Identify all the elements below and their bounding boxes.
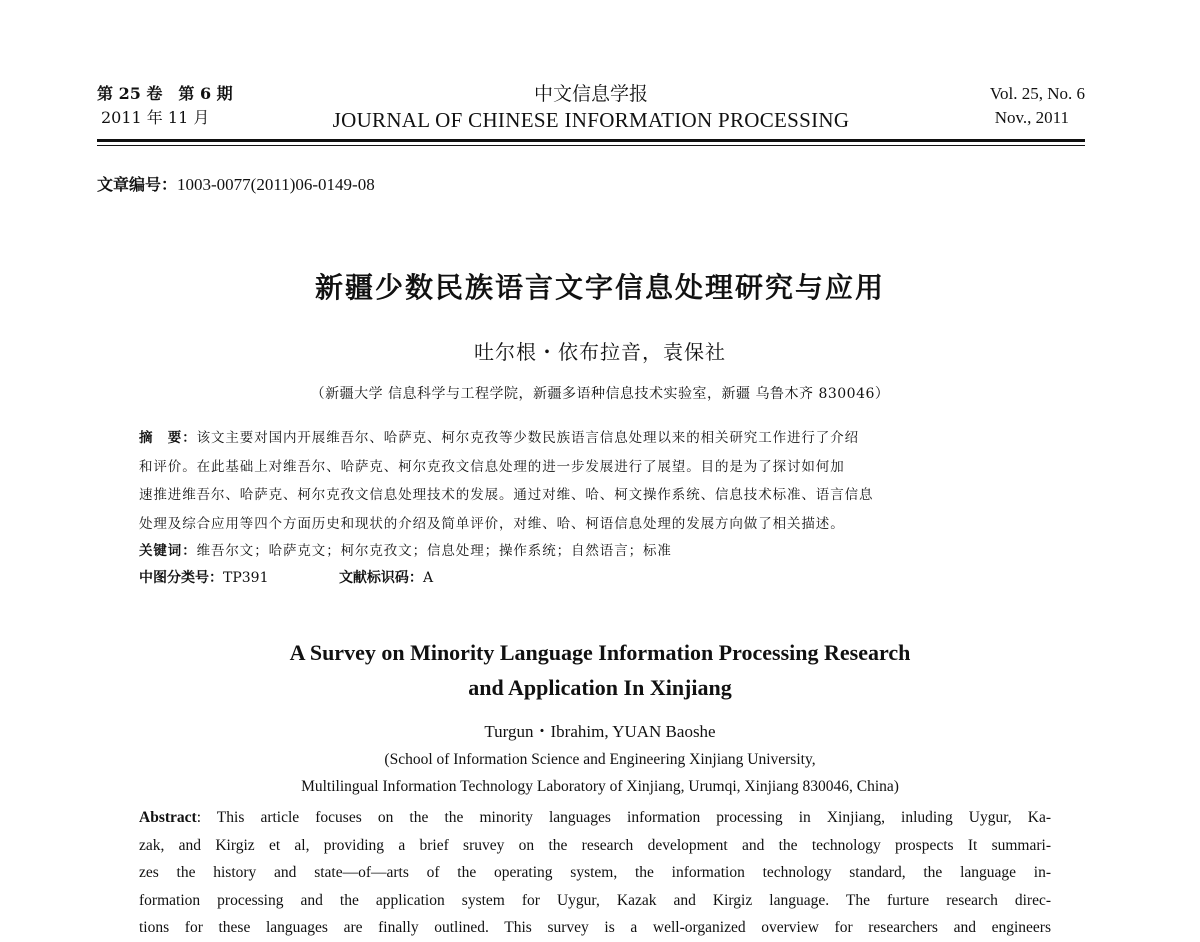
abstract-en-label: Abstract [139, 809, 197, 826]
header-center [97, 82, 1085, 134]
doc-code-value: A [422, 570, 434, 586]
abstract-cn-label: 摘 要： [139, 430, 197, 446]
journal-name-cn: 中文信息学报 [533, 83, 648, 105]
abstract-en-line: formation processing and the application system for Uygur, Kazak and Kirgiz language. The furture research direc- [139, 891, 1051, 909]
keywords-cn [139, 539, 672, 559]
date-en: Nov., 2011 [994, 108, 1069, 127]
affiliation-cn: （新疆大学 信息科学与工程学院，新疆多语种信息技术实验室，新疆 乌鲁木齐 830046） [310, 386, 890, 402]
abstract-cn-line: 处理及综合应用等四个方面历史和现状的介绍及简单评价，对维、哈、柯语信息处理的发展方向做了相关描述。 [139, 515, 845, 532]
header-rule-thin [97, 145, 1085, 146]
keywords-cn-label: 关键词： [139, 543, 197, 559]
affiliation-en [0, 746, 1200, 800]
date-cn: 2011 年 11 月 [101, 108, 210, 127]
article-number [97, 172, 375, 195]
article-number-label: 文章编号： [97, 175, 178, 194]
clc-value: TP391 [223, 570, 269, 586]
authors-cn: 吐尔根・依布拉音，袁保社 [474, 340, 726, 364]
title-en-line2: and Application In Xinjiang [468, 675, 732, 700]
authors-en: Turgun・Ibrahim, YUAN Baoshe [484, 722, 716, 741]
abstract-cn-line: 和评价。在此基础上对维吾尔、哈萨克、柯尔克孜文信息处理的进一步发展进行了展望。目的是为了探讨如何加 [139, 458, 845, 475]
classification-cn [139, 567, 433, 587]
abstract-en-line: tions for these languages are finally outlined. This survey is a well-organized overview for researchers and engineers [139, 919, 1051, 936]
volume-issue-cn: 第 25 卷 第 6 期 [97, 84, 233, 103]
doc-code-label: 文献标识码： [338, 570, 423, 586]
journal-header [97, 82, 1085, 132]
clc-label: 中图分类号： [139, 570, 223, 586]
abstract-cn-line: 摘 要：该文主要对国内开展维吾尔、哈萨克、柯尔克孜等少数民族语言信息处理以来的相关研究工作进行了介绍 [139, 430, 860, 446]
abstract-cn-line: 速推进维吾尔、哈萨克、柯尔克孜文信息处理技术的发展。通过对维、哈、柯文操作系统、信息技术标准、语言信息 [139, 487, 874, 503]
volume-issue-en: Vol. 25, No. 6 [989, 84, 1085, 103]
header-right [990, 82, 1085, 130]
abstract-en-line: zak, and Kirgiz et al, providing a brief sruvey on the research development and the technology prospects It summari- [139, 836, 1051, 854]
header-rule-thick [97, 139, 1085, 142]
journal-name-en: JOURNAL OF CHINESE INFORMATION PROCESSING [332, 108, 850, 132]
abstract-en-line: zes the history and state—of—arts of the operating system, the information technology standard, the language in- [139, 864, 1051, 881]
title-en [0, 635, 1200, 705]
affiliation-en-line1: (School of Information Science and Engineering Xinjiang University, [384, 751, 816, 768]
keywords-cn-value: 维吾尔文；哈萨克文；柯尔克孜文；信息处理；操作系统；自然语言；标准 [196, 543, 672, 559]
article-number-value: 1003-0077(2011)06-0149-08 [177, 175, 375, 194]
abstract-en-line: Abstract: This article focuses on the the minority languages information processing in Xinjiang, inluding Uygur, Ka- [139, 809, 1051, 826]
title-cn: 新疆少数民族语言文字信息处理研究与应用 [314, 271, 885, 304]
abstract-cn [139, 424, 1049, 538]
title-en-line1: A Survey on Minority Language Information Processing Research [289, 640, 911, 665]
affiliation-en-line2: Multilingual Information Technology Laboratory of Xinjiang, Urumqi, Xinjiang 830046, China) [301, 778, 899, 795]
abstract-en [139, 804, 1051, 942]
